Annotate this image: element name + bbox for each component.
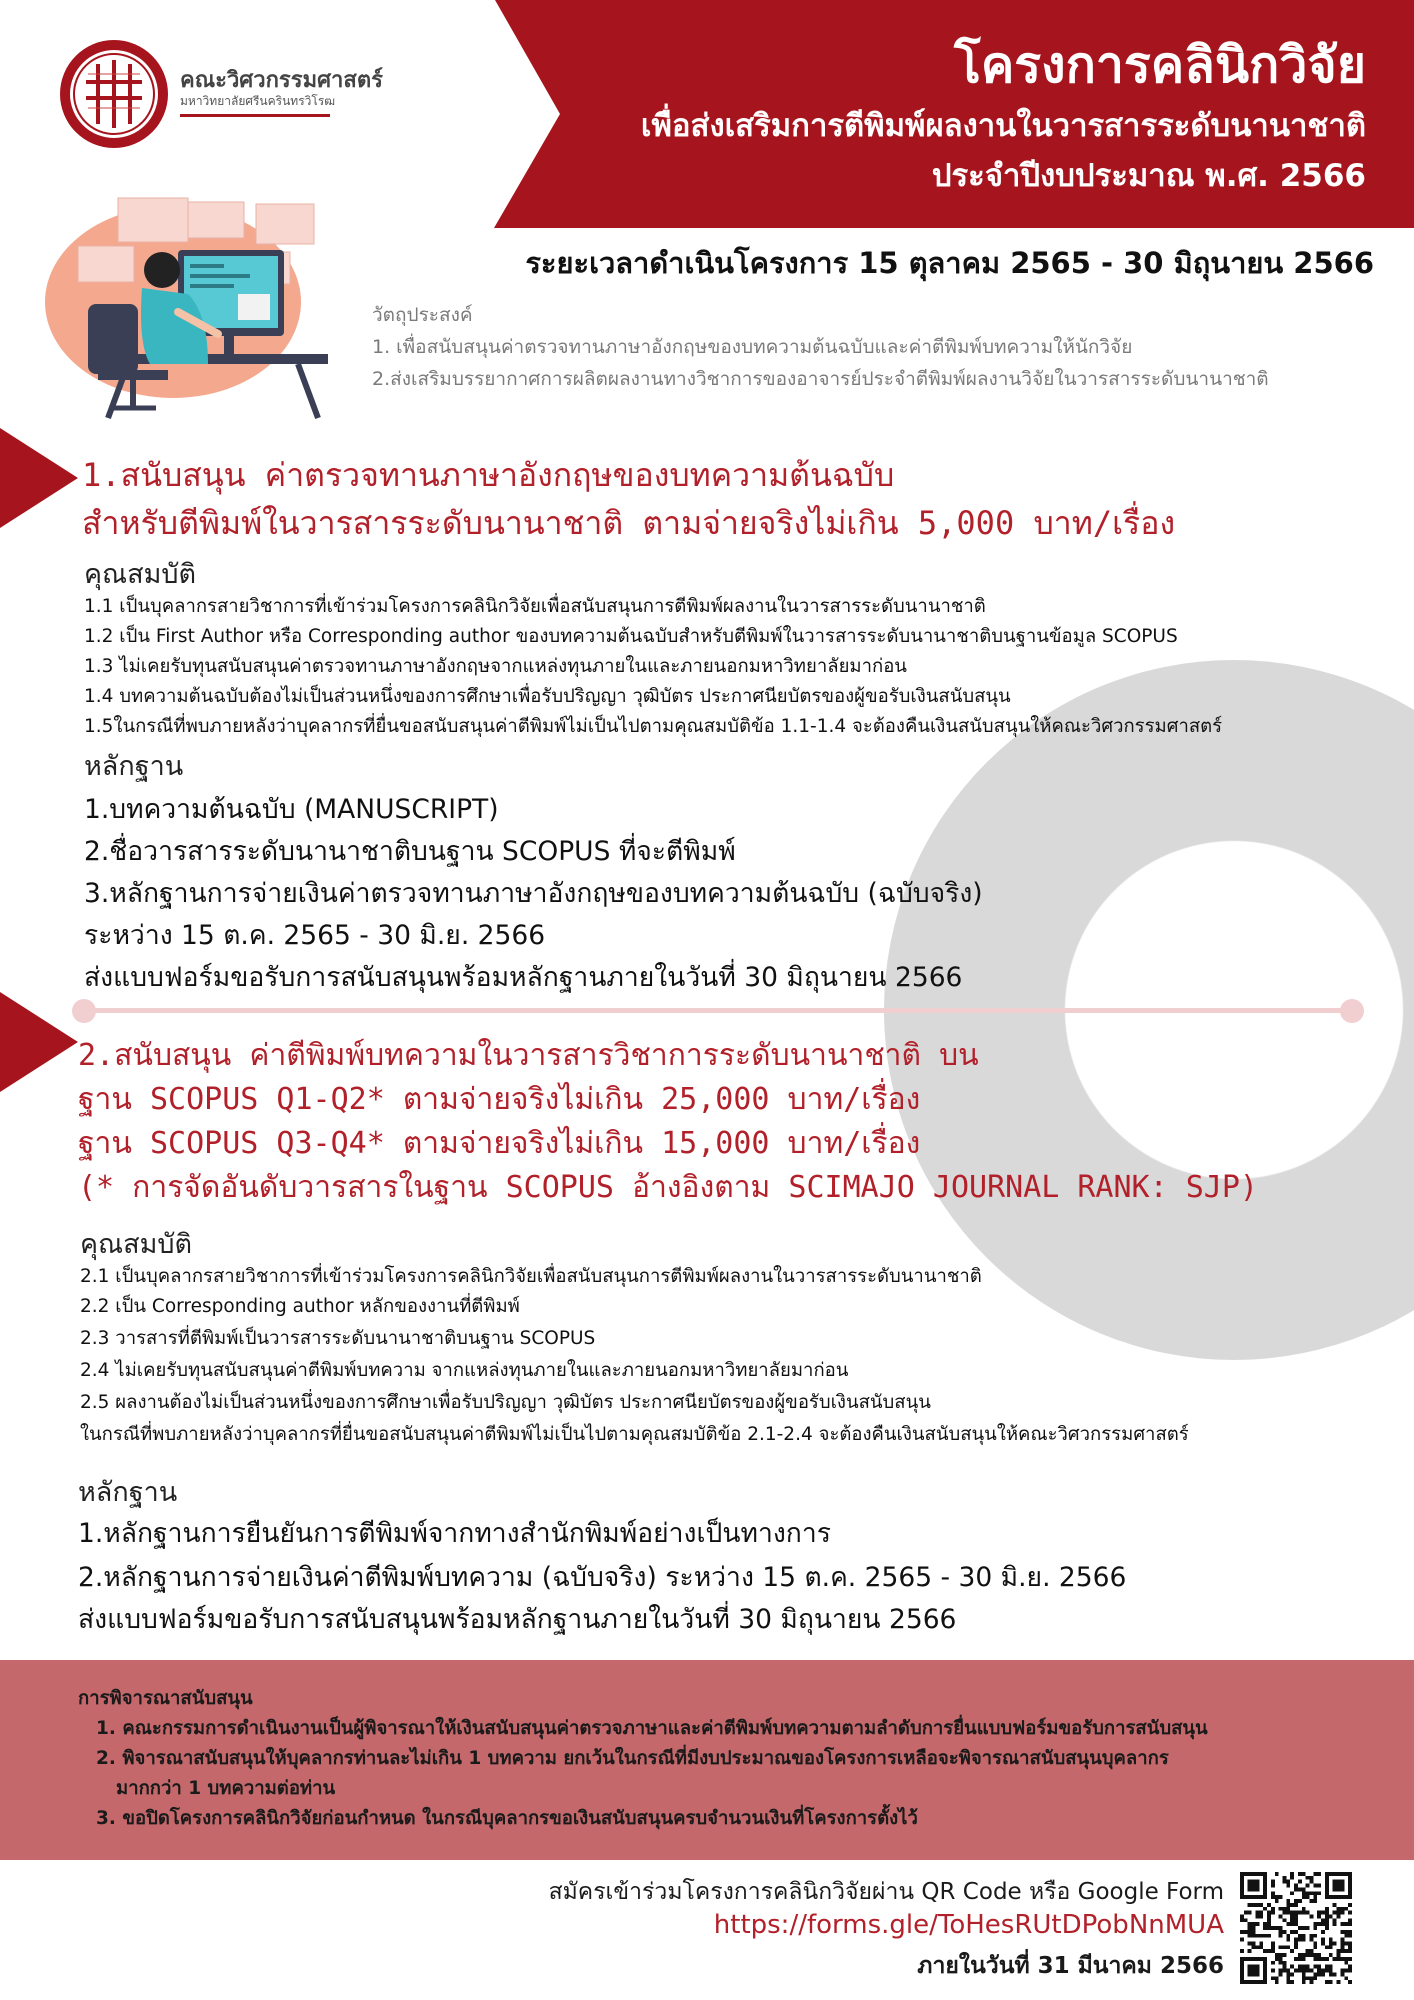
university-name: มหาวิทยาลัยศรีนครินทรวิโรฒ <box>180 94 336 108</box>
evidence-item: 3.หลักฐานการจ่ายเงินค่าตรวจทานภาษาอังกฤษของบทความต้นฉบับ (ฉบับจริง) <box>84 878 983 909</box>
divider-dot <box>1340 999 1364 1023</box>
consideration-item: 3. ขอปิดโครงการคลินิกวิจัยก่อนกำหนด ในกรณีบุคลากรขอเงินสนับสนุนครบจำนวนเงินที่โครงการตั้งไว้ <box>96 1808 918 1829</box>
qualification-item: 2.4 ไม่เคยรับทุนสนับสนุนค่าตีพิมพ์บทความ จากแหล่งทุนภายในและภายนอกมหาวิทยาลัยมาก่อน <box>80 1360 849 1381</box>
researcher-illustration <box>38 194 328 420</box>
section1-heading: 1.สนับสนุน ค่าตรวจทานภาษาอังกฤษของบทความต้นฉบับ <box>82 456 895 494</box>
faculty-logo <box>58 38 170 150</box>
evidence-item: 2.หลักฐานการจ่ายเงินค่าตีพิมพ์บทความ (ฉบับจริง) ระหว่าง 15 ต.ค. 2565 - 30 มิ.ย. 2566 <box>78 1562 1127 1593</box>
objectives-heading: วัตถุประสงค์ <box>372 304 473 326</box>
section2-heading: ฐาน SCOPUS Q1-Q2* ตามจ่ายจริงไม่เกิน 25,000 บาท/เรื่อง <box>78 1082 921 1117</box>
evidence-item: 1.บทความต้นฉบับ (MANUSCRIPT) <box>84 794 499 825</box>
consideration-item: 1. คณะกรรมการดำเนินงานเป็นผู้พิจารณาให้เงินสนับสนุนค่าตรวจภาษาและค่าตีพิมพ์บทความตามลำดับการยื่นแบบฟอร์มขอรับการสนับสนุน <box>96 1718 1208 1739</box>
page-subtitle: เพื่อส่งเสริมการตีพิมพ์ผลงานในวารสารระดับนานาชาติ <box>640 108 1366 144</box>
section2-heading: (* การจัดอันดับวารสารในฐาน SCOPUS อ้างอิงตาม SCIMAJO JOURNAL RANK: SJP) <box>78 1170 1258 1205</box>
google-form-link[interactable]: https://forms.gle/ToHesRUtDPobNnMUA <box>713 1910 1224 1940</box>
consideration-heading: การพิจารณาสนับสนุน <box>78 1688 253 1709</box>
section1-evidence-heading: หลักฐาน <box>84 751 184 782</box>
section1-heading: สำหรับตีพิมพ์ในวารสารระดับนานาชาติ ตามจ่ายจริงไม่เกิน 5,000 บาท/เรื่อง <box>82 504 1176 542</box>
deadline-text: ภายในวันที่ 31 มีนาคม 2566 <box>917 1953 1224 1979</box>
qr-code[interactable] <box>1240 1872 1352 1984</box>
section1-qual-heading: คุณสมบัติ <box>84 559 197 590</box>
qualification-item: 2.2 เป็น Corresponding author หลักของงานที่ตีพิมพ์ <box>80 1296 520 1317</box>
qualification-item: 1.1 เป็นบุคลากรสายวิชาการที่เข้าร่วมโครงการคลินิกวิจัยเพื่อสนับสนุนการตีพิมพ์ผลงานในวารสารระดับนานาชาติ <box>84 596 986 617</box>
evidence-item: ส่งแบบฟอร์มขอรับการสนับสนุนพร้อมหลักฐานภายในวันที่ 30 มิถุนายน 2566 <box>78 1604 957 1635</box>
section2-heading: ฐาน SCOPUS Q3-Q4* ตามจ่ายจริงไม่เกิน 15,000 บาท/เรื่อง <box>78 1126 921 1161</box>
fiscal-year: ประจำปีงบประมาณ พ.ศ. 2566 <box>931 158 1366 194</box>
section1-marker <box>0 428 78 528</box>
evidence-item: ระหว่าง 15 ต.ค. 2565 - 30 มิ.ย. 2566 <box>84 920 546 951</box>
evidence-item: 2.ชื่อวารสารระดับนานาชาติบนฐาน SCOPUS ที่จะตีพิมพ์ <box>84 836 736 867</box>
section-divider <box>82 1008 1352 1013</box>
qualification-item: 1.2 เป็น First Author หรือ Corresponding author ของบทความต้นฉบับสำหรับตีพิมพ์ในวารสารระดับนานาชาติบนฐานข้อมูล SCOPUS <box>84 626 1178 647</box>
qualification-item: 1.4 บทความต้นฉบับต้องไม่เป็นส่วนหนึ่งของการศึกษาเพื่อรับปริญญา วุฒิบัตร ประกาศนียบัตรของผู้ขอรับเงินสนับสนุน <box>84 686 1011 707</box>
qualification-item: 1.3 ไม่เคยรับทุนสนับสนุนค่าตรวจทานภาษาอังกฤษจากแหล่งทุนภายในและภายนอกมหาวิทยาลัยมาก่อน <box>84 656 907 677</box>
consideration-item: 2. พิจารณาสนับสนุนให้บุคลากรท่านละไม่เกิน 1 บทความ ยกเว้นในกรณีที่มีงบประมาณของโครงการเหลือจะพิจารณาสนับสนุนบุคลากร <box>96 1748 1169 1769</box>
qualification-item: 2.5 ผลงานต้องไม่เป็นส่วนหนึ่งของการศึกษาเพื่อรับปริญญา วุฒิบัตร ประกาศนียบัตรของผู้ขอรับเงินสนับสนุน <box>80 1392 931 1413</box>
section2-heading: 2.สนับสนุน ค่าตีพิมพ์บทความในวารสารวิชาการระดับนานาชาติ บน <box>78 1038 979 1073</box>
qualification-note: ในกรณีที่พบภายหลังว่าบุคลากรที่ยื่นขอสนับสนุนค่าตีพิมพ์ไม่เป็นไปตามคุณสมบัติข้อ 2.1-2.4 จะต้องคืนเงินสนับสนุนให้คณะวิศวกรรมศาสตร์ <box>80 1424 1189 1445</box>
faculty-name: คณะวิศวกรรมศาสตร์ <box>180 68 383 93</box>
page-title: โครงการคลินิกวิจัย <box>954 36 1366 94</box>
qualification-item: 2.1 เป็นบุคลากรสายวิชาการที่เข้าร่วมโครงการคลินิกวิจัยเพื่อสนับสนุนการตีพิมพ์ผลงานในวารสารระดับนานาชาติ <box>80 1266 982 1287</box>
section2-evidence-heading: หลักฐาน <box>78 1477 178 1508</box>
objective-item: 2.ส่งเสริมบรรยากาศการผลิตผลงานทางวิชาการของอาจารย์ประจำตีพิมพ์ผลงานวิจัยในวารสารระดับนานาชาติ <box>372 368 1269 390</box>
section2-marker <box>0 992 78 1092</box>
consideration-item: มากกว่า 1 บทความต่อท่าน <box>116 1778 336 1799</box>
project-period: ระยะเวลาดำเนินโครงการ 15 ตุลาคม 2565 - 30 มิถุนายน 2566 <box>525 246 1374 280</box>
logo-underline <box>180 114 330 117</box>
section2-qual-heading: คุณสมบัติ <box>80 1229 193 1260</box>
objective-item: 1. เพื่อสนับสนุนค่าตรวจทานภาษาอังกฤษของบทความต้นฉบับและค่าตีพิมพ์บทความให้นักวิจัย <box>372 336 1133 358</box>
apply-text: สมัครเข้าร่วมโครงการคลินิกวิจัยผ่าน QR Code หรือ Google Form <box>548 1879 1224 1905</box>
qualification-item: 2.3 วารสารที่ตีพิมพ์เป็นวารสารระดับนานาชาติบนฐาน SCOPUS <box>80 1328 596 1349</box>
evidence-item: ส่งแบบฟอร์มขอรับการสนับสนุนพร้อมหลักฐานภายในวันที่ 30 มิถุนายน 2566 <box>84 962 963 993</box>
qualification-item: 1.5ในกรณีที่พบภายหลังว่าบุคลากรที่ยื่นขอสนับสนุนค่าตีพิมพ์ไม่เป็นไปตามคุณสมบัติข้อ 1.1-1.4 จะต้องคืนเงินสนับสนุนให้คณะวิศวกรรมศาสตร์ <box>84 716 1223 737</box>
evidence-item: 1.หลักฐานการยืนยันการตีพิมพ์จากทางสำนักพิมพ์อย่างเป็นทางการ <box>78 1518 831 1549</box>
